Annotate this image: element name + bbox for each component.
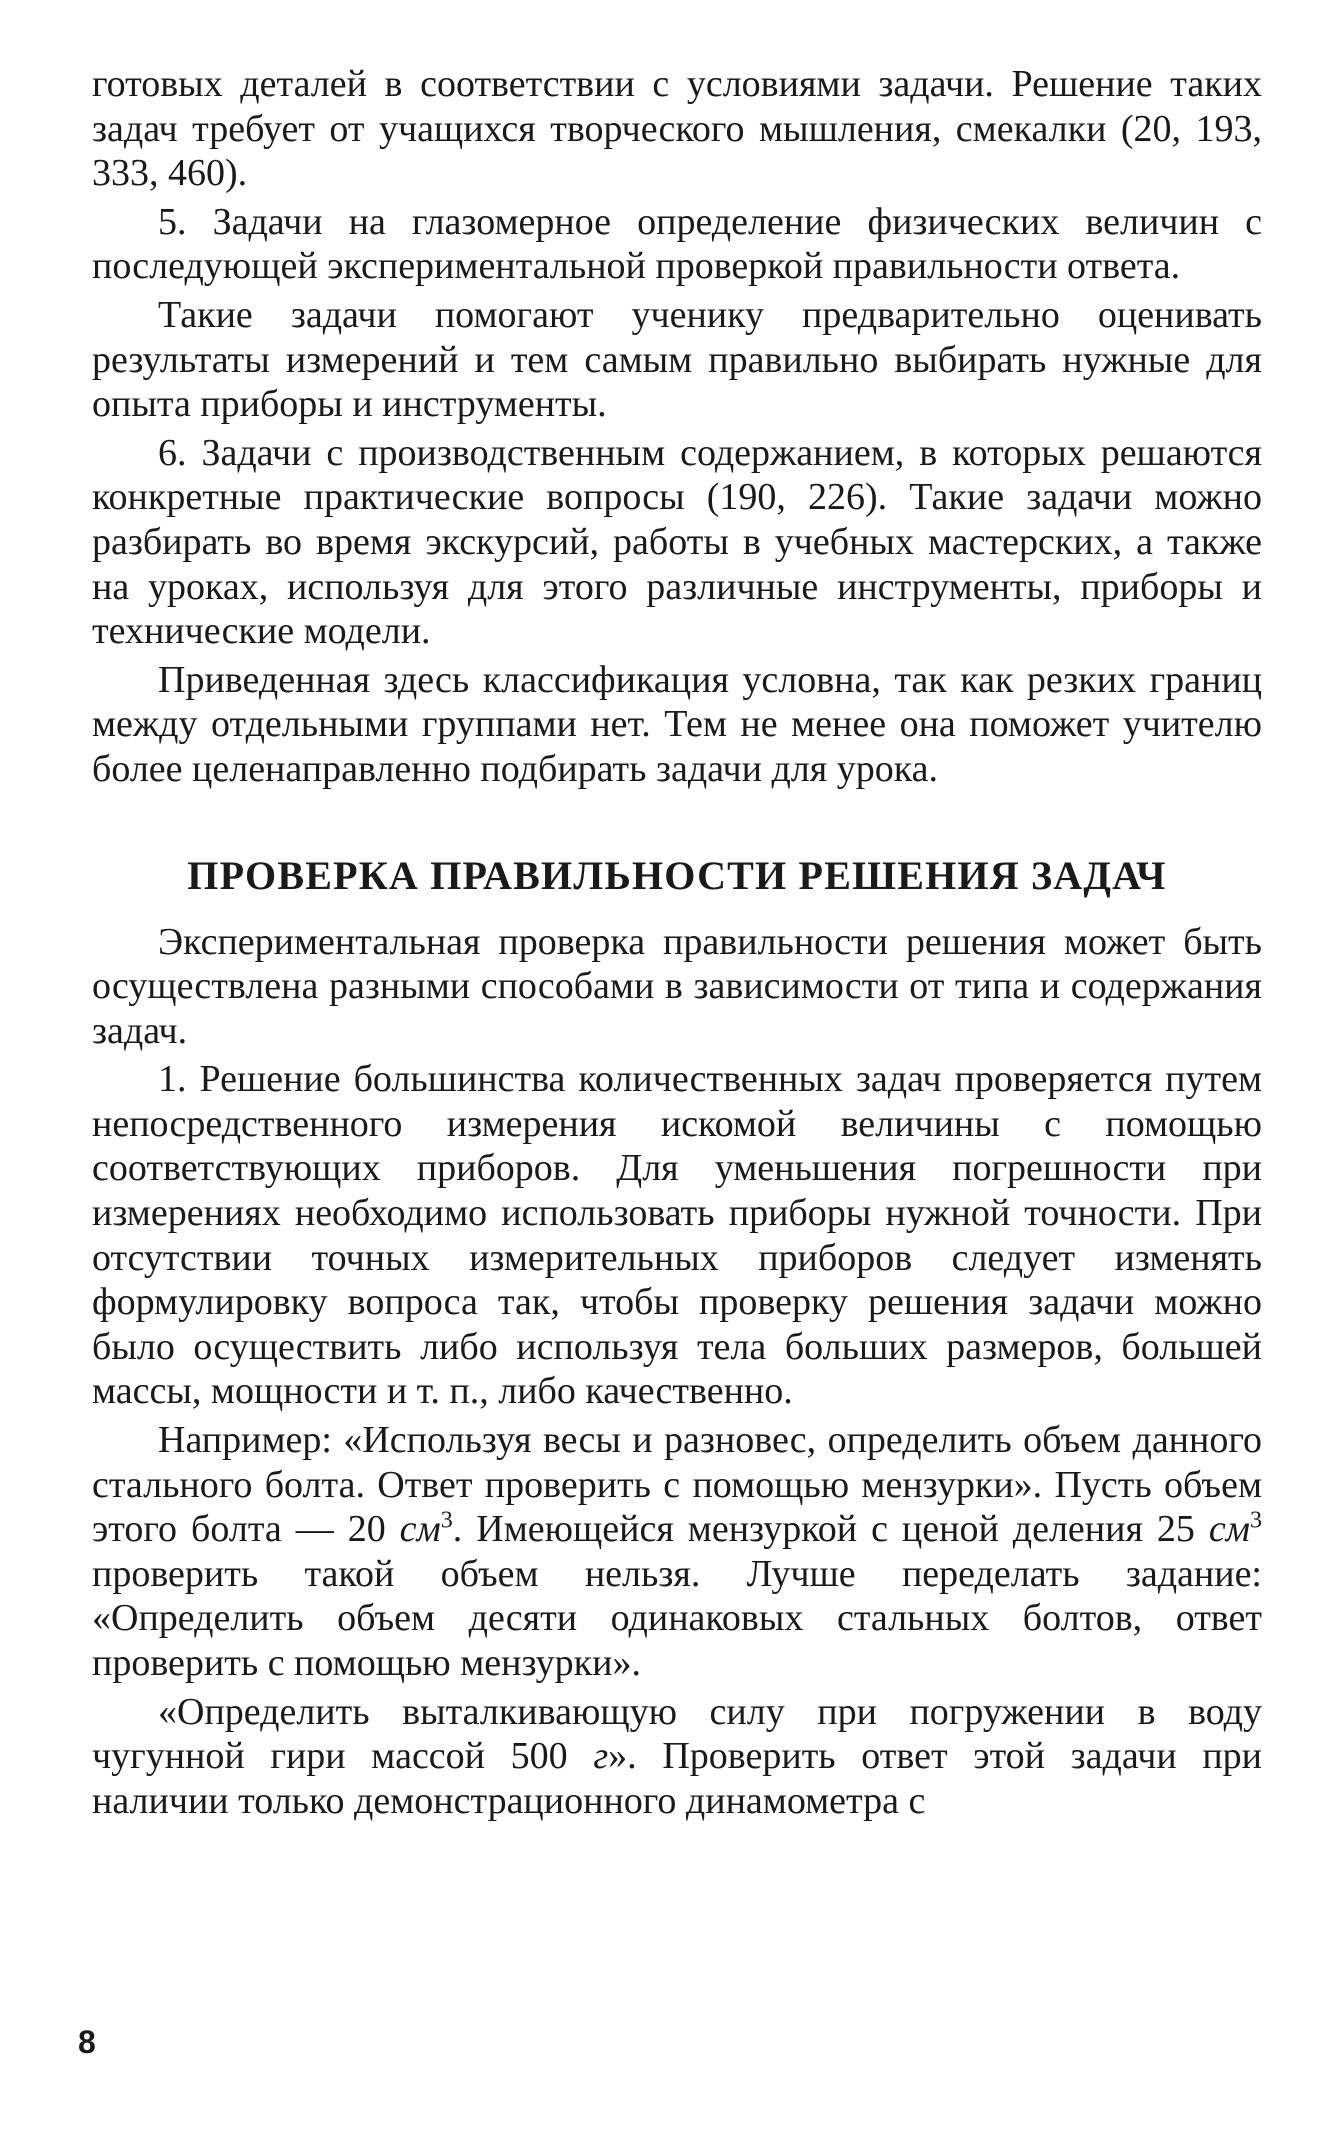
unit-gram: г xyxy=(593,1735,609,1778)
example-text-1: Например: «Используя весы и разновес, определить объем данного стального болта. Ответ проверить с помощью мензурки». Пусть объем этого болта — 20 xyxy=(92,1419,1262,1551)
paragraph-buoyancy-example xyxy=(92,1690,1262,1824)
paragraph-item-5-note: Такие задачи помогают ученику предварительно оценивать результаты измерений и тем самым правильно выбирать нужные для опыта приборы и инструменты. xyxy=(92,293,1262,426)
unit-cm: см xyxy=(1208,1508,1250,1551)
buoyancy-text-1: «Определить выталкивающую силу при погружении в воду чугунной гири массой 500 xyxy=(92,1690,1262,1778)
page-number: 8 xyxy=(78,2024,96,2060)
page-body xyxy=(92,62,1262,1823)
paragraph-classification-note: Приведенная здесь классификация условна, так как резких границ между отдельными группами нет. Тем не менее она поможет учителю более целенаправленно подбирать задачи для урока. xyxy=(92,658,1262,790)
example-text-2: . Имеющейся мензуркой с ценой деления 25 xyxy=(452,1508,1209,1551)
section-heading: ПРОВЕРКА ПРАВИЛЬНОСТИ РЕШЕНИЯ ЗАДАЧ xyxy=(187,852,1167,898)
unit-cm: см xyxy=(399,1508,441,1551)
unit-exponent: 3 xyxy=(1250,1507,1262,1534)
paragraph-continuation: готовых деталей в соответствии с условиями задачи. Решение таких задач требует от учащихся творческого мышления, смекалки (20, 193, 333, 460). xyxy=(92,63,1262,195)
paragraph-example xyxy=(92,1418,1262,1686)
paragraph-item-5: 5. Задачи на глазомерное определение физических величин с последующей экспериментальной проверкой правильности ответа. xyxy=(92,200,1262,288)
unit-exponent: 3 xyxy=(440,1507,453,1534)
paragraph-section-item-1: 1. Решение большинства количественных задач проверяется путем непосредственного измерения искомой величины с помощью соответствующих приборов. Для уменьшения погрешности при измерениях необходимо использовать приборы нужной точности. При отсутствии точных измерительных приборов следует изменять формулировку вопроса так, чтобы проверку решения задачи можно было осуществить либо используя тела больших размеров, большей массы, мощности и т. п., либо качественно. xyxy=(92,1058,1262,1413)
paragraph-section-intro: Экспериментальная проверка правильности решения может быть осуществлена разными способами в зависимости от типа и содержания задач. xyxy=(92,920,1262,1052)
paragraph-item-6: 6. Задачи с производственным содержанием, в которых решаются конкретные практические вопросы (190, 226). Такие задачи можно разбирать во время экскурсий, работы в учебных мастерских, а также на уроках, используя для этого различные инструменты, приборы и технические модели. xyxy=(92,431,1262,653)
example-text-3: проверить такой объем нельзя. Лучше переделать задание: «Определить объем десяти одинаковых стальных болтов, ответ проверить с помощью мензурки». xyxy=(92,1552,1262,1684)
buoyancy-text-2: ». Проверить ответ этой задачи при наличии только демонстрационного динамометра с xyxy=(92,1735,1263,1822)
